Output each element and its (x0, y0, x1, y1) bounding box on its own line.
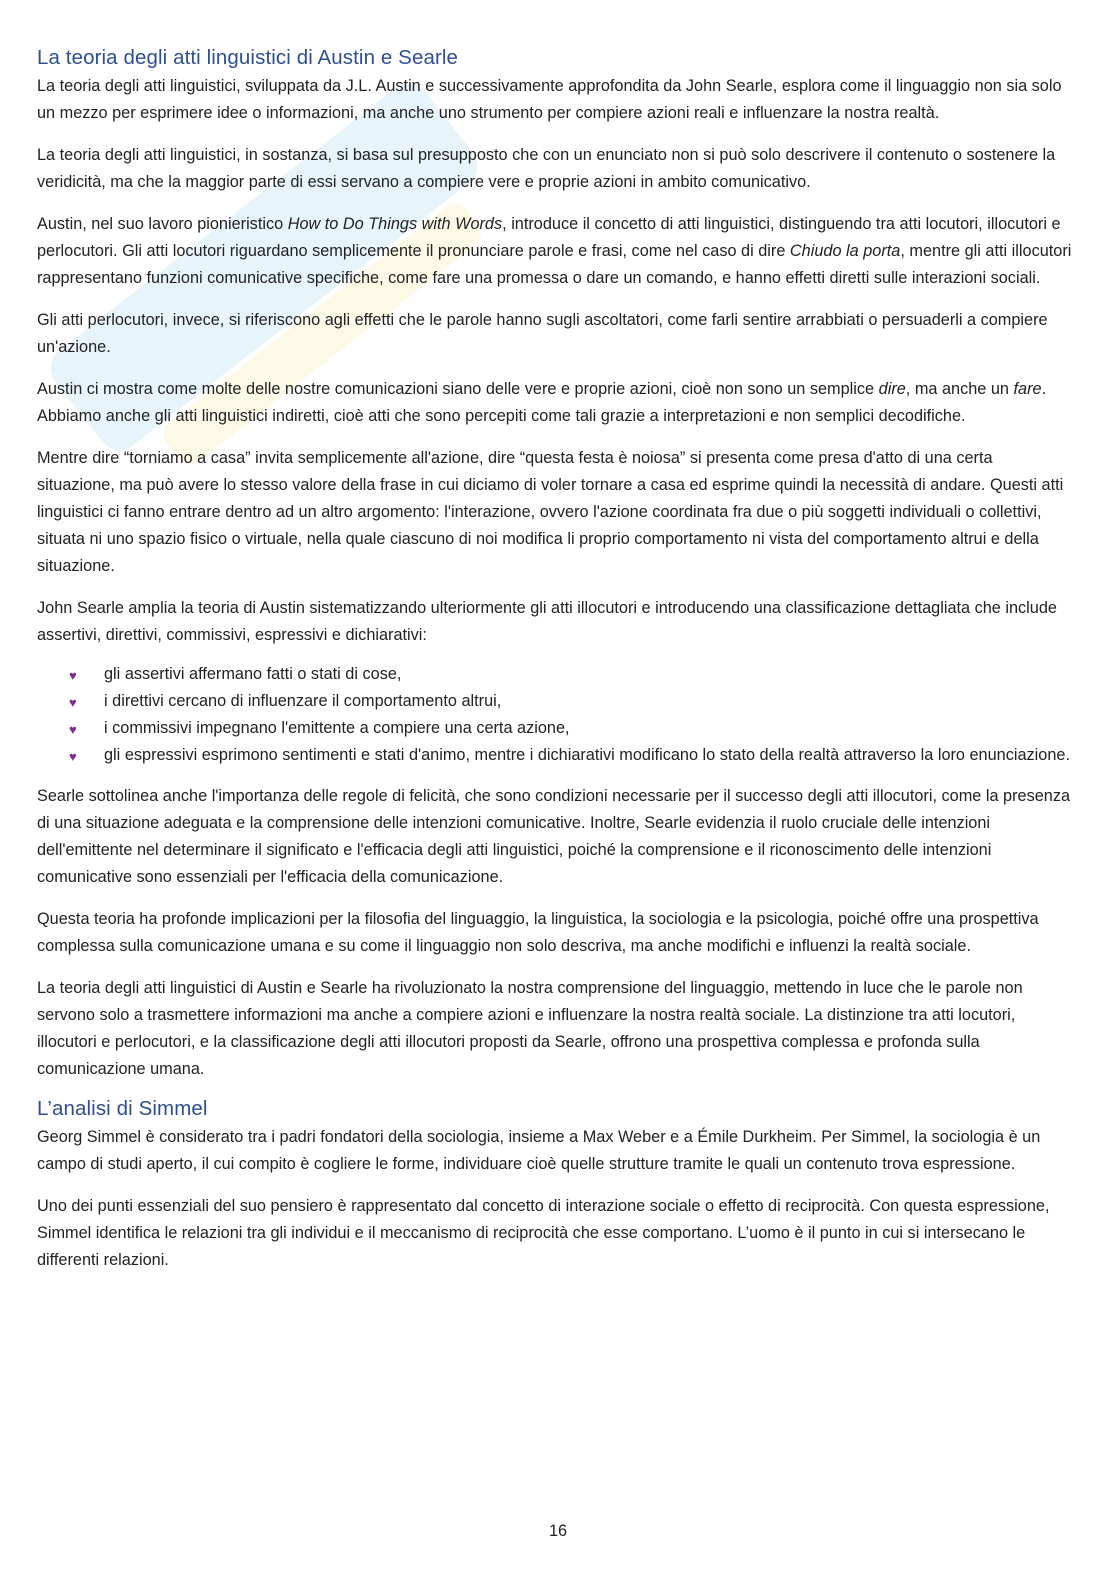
page-number: 16 (548, 1522, 568, 1540)
heart-bullet-icon: ♥ (69, 722, 77, 737)
paragraph: Austin ci mostra come molte delle nostre comunicazioni siano delle vere e proprie azioni, cioè non sono un semplice dire, ma anche un fare. Abbiamo anche gli atti linguistici indiretti, cioè atti che sono percepiti come tali grazie a interpretazioni e non semplici decodifiche. (37, 380, 1047, 425)
heart-bullet-icon: ♥ (69, 668, 77, 683)
list-item: ♥ i direttivi cercano di influenzare il comportamento altrui, (37, 688, 1073, 715)
section-heading-simmel: L’analisi di Simmel (37, 1097, 208, 1120)
paragraph: John Searle amplia la teoria di Austin sistematizzando ulteriormente gli atti illocutori e introducendo una classificazione dettagliata che include assertivi, direttivi, commissivi, espressivi e dichiarativi: (37, 599, 1057, 644)
paragraph: La teoria degli atti linguistici, sviluppata da J.L. Austin e successivamente approfondita da John Searle, esplora come il linguaggio non sia solo un mezzo per esprimere idee o informazioni, ma anche uno strumento per compiere azioni reali e influenzare la nostra realtà. (37, 77, 1062, 122)
paragraph: Mentre dire “torniamo a casa” invita semplicemente all'azione, dire “questa festa è noiosa” si presenta come presa d'atto di una certa situazione, ma può avere lo stesso valore della frase in cui diciamo di voler tornare a casa ed esprime quindi la necessità di andare. Questi atti linguistici ci fanno entrare dentro ad un altro argomento: l'interazione, ovvero l'azione coordinata fra due o più soggetti individuali o collettivi, situata ni uno spazio fisico o virtuale, nella quale ciascuno di noi modifica li proprio comportamento ni vista del comportamento altrui e della situazione. (37, 449, 1064, 575)
list-item: ♥ gli espressivi esprimono sentimenti e stati d'animo, mentre i dichiarativi modificano lo stato della realtà attraverso la loro enunciazione. (37, 742, 1073, 769)
paragraph: Searle sottolinea anche l'importanza delle regole di felicità, che sono condizioni necessarie per il successo degli atti illocutori, come la presenza di una situazione adeguata e la comprensione delle intenzioni comunicative. Inoltre, Searle evidenzia il ruolo cruciale delle intenzioni dell'emittente nel determinare il significato e l'efficacia degli atti linguistici, poiché la comprensione e il riconoscimento delle intenzioni comunicative sono essenziali per l'efficacia della comunicazione. (37, 787, 1071, 886)
section-heading-atti-linguistici: La teoria degli atti linguistici di Austin e Searle (37, 46, 459, 69)
paragraph: Gli atti perlocutori, invece, si riferiscono agli effetti che le parole hanno sugli ascoltatori, come farli sentire arrabbiati o persuaderli a compiere un'azione. (37, 311, 1048, 356)
heart-bullet-icon: ♥ (69, 749, 77, 764)
paragraph: Uno dei punti essenziali del suo pensiero è rappresentato dal concetto di interazione sociale o effetto di reciprocità. Con questa espressione, Simmel identifica le relazioni tra gli individui e il meccanismo di reciprocità che esse comportano. L’uomo è il punto in cui si intersecano le differenti relazioni. (37, 1197, 1050, 1269)
list-item: ♥ gli assertivi affermano fatti o stati di cose, (37, 661, 1073, 688)
document-page (37, 44, 1073, 1289)
paragraph: Austin, nel suo lavoro pionieristico How to Do Things with Words, introduce il concetto di atti linguistici, distinguendo tra atti locutori, illocutori e perlocutori. Gli atti locutori riguardano semplicemente il pronunciare parole e frasi, come nel caso di dire Chiudo la porta, mentre gli atti illocutori rappresentano funzioni comunicative specifiche, come fare una promessa o dare un comando, e hanno effetti diretti sulle interazioni sociali. (37, 215, 1072, 287)
paragraph: Georg Simmel è considerato tra i padri fondatori della sociologia, insieme a Max Weber e a Émile Durkheim. Per Simmel, la sociologia è un campo di studi aperto, il cui compito è cogliere le forme, individuare cioè quelle strutture tramite le quali un contenuto trova espressione. (37, 1128, 1041, 1173)
bullet-list (37, 661, 1073, 769)
heart-bullet-icon: ♥ (69, 695, 77, 710)
book-title: How to Do Things with Words (287, 215, 503, 233)
list-item: ♥ i commissivi impegnano l'emittente a compiere una certa azione, (37, 715, 1073, 742)
paragraph: La teoria degli atti linguistici di Austin e Searle ha rivoluzionato la nostra comprensione del linguaggio, mettendo in luce che le parole non servono solo a trasmettere informazioni ma anche a compiere azioni e influenzare la nostra realtà sociale. La distinzione tra atti locutori, illocutori e perlocutori, e la classificazione degli atti illocutori proposti da Searle, offrono una prospettiva complessa e profonda sulla comunicazione umana. (37, 979, 1023, 1078)
example-phrase: Chiudo la porta (789, 242, 901, 260)
paragraph: La teoria degli atti linguistici, in sostanza, si basa sul presupposto che con un enunciato non si può solo descrivere il contenuto o sostenere la veridicità, ma che la maggior parte di essi servano a compiere vere e proprie azioni in ambito comunicativo. (37, 146, 1056, 191)
paragraph: Questa teoria ha profonde implicazioni per la filosofia del linguaggio, la linguistica, la sociologia e la psicologia, poiché offre una prospettiva complessa sulla comunicazione umana e su come il linguaggio non solo descriva, ma anche modifichi e influenzi la realtà sociale. (37, 910, 1039, 955)
